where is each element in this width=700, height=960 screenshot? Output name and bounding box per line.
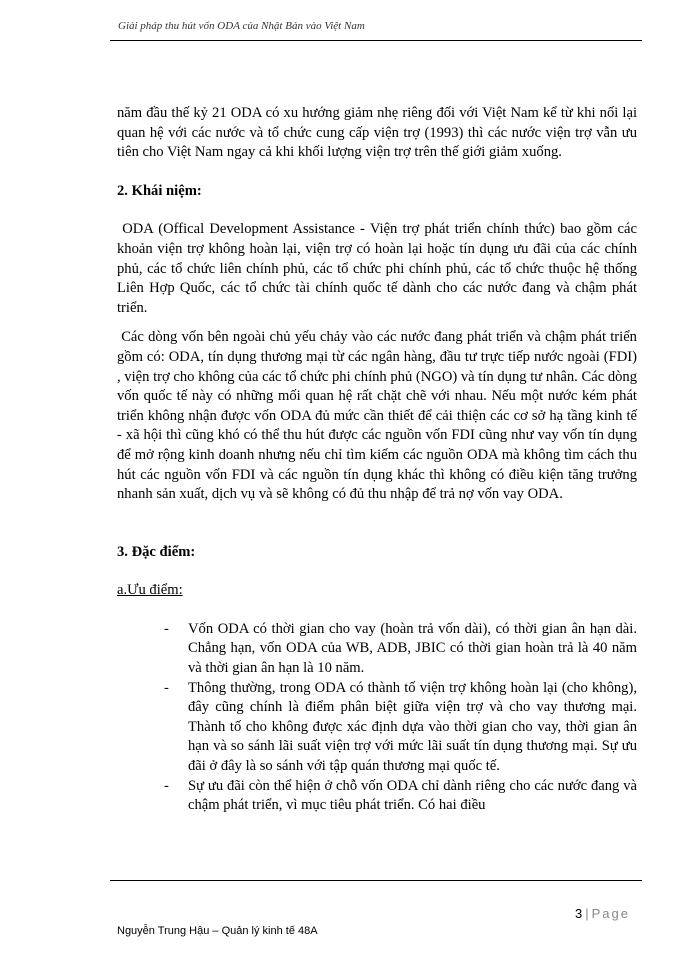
- page-number-value: 3: [575, 906, 583, 921]
- list-item: - Sự ưu đãi còn thể hiện ở chỗ vốn ODA chỉ dành riêng cho các nước đang và chậm phát triển, vì mục tiêu phát triển. Có hai điều: [164, 777, 637, 814]
- bullet-dash: -: [164, 777, 169, 794]
- page-number-separator: |: [585, 906, 589, 921]
- section-heading: 3. Đặc điểm:: [117, 543, 196, 560]
- running-header: Giải pháp thu hút vốn ODA của Nhật Bản vào Việt Nam: [118, 20, 365, 32]
- footer-author: Nguyễn Trung Hậu – Quản lý kinh tế 48A: [117, 925, 318, 937]
- footer-divider: [110, 880, 642, 881]
- header-divider: [110, 40, 642, 41]
- bullet-dash: -: [164, 679, 169, 696]
- body-content: [117, 104, 637, 816]
- page-label: Page: [591, 906, 630, 921]
- subsection-heading: a.Ưu điểm:: [117, 582, 183, 599]
- advantages-list: [117, 620, 637, 816]
- capital-flows-paragraph: Các dòng vốn bên ngoài chủ yếu chảy vào các nước đang phát triển và chậm phát triển gồm có: ODA, tín dụng thương mại từ các ngân hàng, đầu tư trực tiếp nước ngoài (FDI) , viện trợ cho không của các tổ chức phi chính phủ (NGO) và tín dụng tư nhân. Các dòng vốn quốc tế này có những mối quan hệ rất chặt chẽ với nhau. Nếu một nước kém phát triển không nhận được vốn ODA đủ mức cần thiết để cải thiện các cơ sở hạ tầng kinh tế - xã hội thì cũng khó có thể thu hút được các nguồn vốn FDI cũng như vay vốn tín dụng để mở rộng kinh doanh nhưng nếu chỉ tìm kiếm các nguồn ODA mà không tìm cách thu hút các nguồn vốn FDI và các nguồn tín dụng khác thì không có điều kiện tăng trưởng nhanh sản xuất, dịch vụ và sẽ không có đủ thu nhập để trả nợ vốn vay ODA.: [117, 329, 638, 503]
- definition-paragraph: ODA (Offical Development Assistance - Viện trợ phát triển chính thức) bao gồm các khoản viện trợ không hoàn lại, viện trợ có hoàn lại hoặc tín dụng ưu đãi của các chính phủ, các tổ chức liên chính phủ, các tổ chức phi chính phủ, các tổ chức thuộc hệ thống Liên Hợp Quốc, các tổ chức tài chính quốc tế dành cho các nước đang và chậm phát triển.: [117, 221, 637, 316]
- list-item: - Vốn ODA có thời gian cho vay (hoàn trả vốn dài), có thời gian ân hạn dài. Chẳng hạn, vốn ODA của WB, ADB, JBIC có thời gian hoàn trả là 40 năm và thời gian ân hạn là 10 năm.: [164, 620, 637, 677]
- section-heading: 2. Khái niệm:: [117, 182, 202, 199]
- list-item: - Thông thường, trong ODA có thành tố viện trợ không hoàn lại (cho không), đây cũng chính là điểm phân biệt giữa viện trợ và cho vay thương mại. Thành tố cho không được xác định dựa vào thời gian cho vay, thời gian ân hạn và so sánh lãi suất viện trợ với mức lãi suất tín dụng thương mại. Sự ưu đãi ở đây là so sánh với tập quán thương mại quốc tế.: [164, 679, 637, 775]
- page-number: [575, 906, 630, 921]
- bullet-dash: -: [164, 620, 169, 637]
- intro-paragraph: năm đầu thế kỷ 21 ODA có xu hướng giảm nhẹ riêng đối với Việt Nam kể từ khi nối lại quan hệ với các nước và tổ chức cung cấp viện trợ (1993) thì các nước viện trợ vẫn ưu tiên cho Việt Nam ngay cả khi khối lượng viện trợ trên thế giới giảm xuống.: [117, 105, 637, 161]
